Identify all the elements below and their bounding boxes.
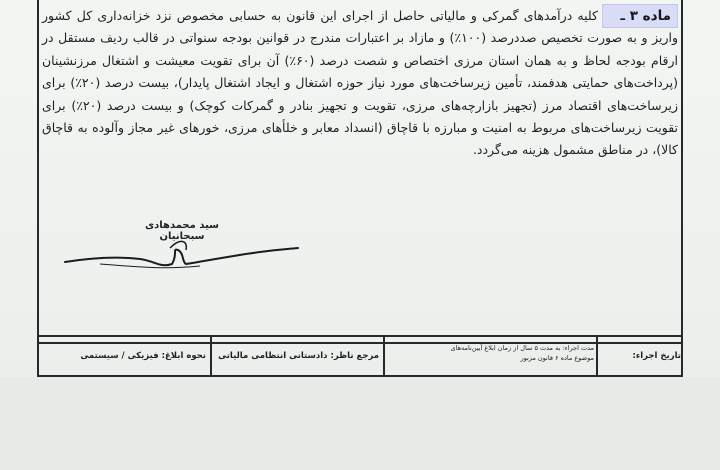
article-body: [42, 5, 678, 162]
execution-date-label: تاریخ اجراء:: [632, 351, 681, 361]
supervisory-reference: مرجع ناظر: دادستانی انتظامی مالیاتی: [218, 351, 379, 361]
divider: [210, 337, 212, 375]
divider: [383, 337, 385, 375]
blank-page-area: [0, 377, 720, 470]
handwritten-signature: [60, 226, 300, 276]
execution-period: [385, 337, 594, 375]
article-text: کلیه درآمدهای گمرکی و مالیاتی حاصل از اجرای این قانون به حسابی مخصوص نزد خزانه‌داری کل کشور واریز و به صورت تخصیص صددرصد (۱۰۰٪) و مازاد بر اعتبارات مندرج در قوانین بودجه سنواتی در قالب ردیف مستقل در ارقام بودجه لحاظ و به همان استان مرزی اختصاص و شصت درصد (۶۰٪) آن برای تقویت معیشت و اشتغال مرزنشینان (پرداخت‌های حمایتی هدفمند، تأمین زیرساخت‌های مورد نیاز حوزه اشتغال و ایجاد اشتغال پایدار)، بیست درصد (۲۰٪) برای زیرساخت‌های اقتصاد مرز (تجهیز بازارچه‌های مرزی، تقویت و تجهیز بنادر و گمرکات کوچک) و بیست درصد (۲۰٪) برای تقویت زیرساخت‌های مربوط به امنیت و مبارزه با قاچاق (انسداد معابر و خلأهای مرزی، خورهای غیر مجاز وآلوده به قاچاق کالا)، در مناطق مشمول هزینه می‌گردد.: [42, 8, 679, 158]
execution-period-line-1: مدت اجراء: به مدت ۵ سال از زمان ابلاغ آیین‌نامه‌های: [450, 344, 594, 352]
execution-period-line-2: موضوع ماده ۶ قانون مزبور: [520, 354, 594, 362]
article-number: ماده ۳ ـ: [602, 4, 678, 28]
divider: [596, 337, 598, 375]
info-bar: [37, 335, 683, 377]
notification-method: نحوه ابلاغ: فیزیکی / سیستمی: [80, 351, 206, 361]
signer-name: سید محمدهادی سبحانیان: [144, 220, 220, 242]
